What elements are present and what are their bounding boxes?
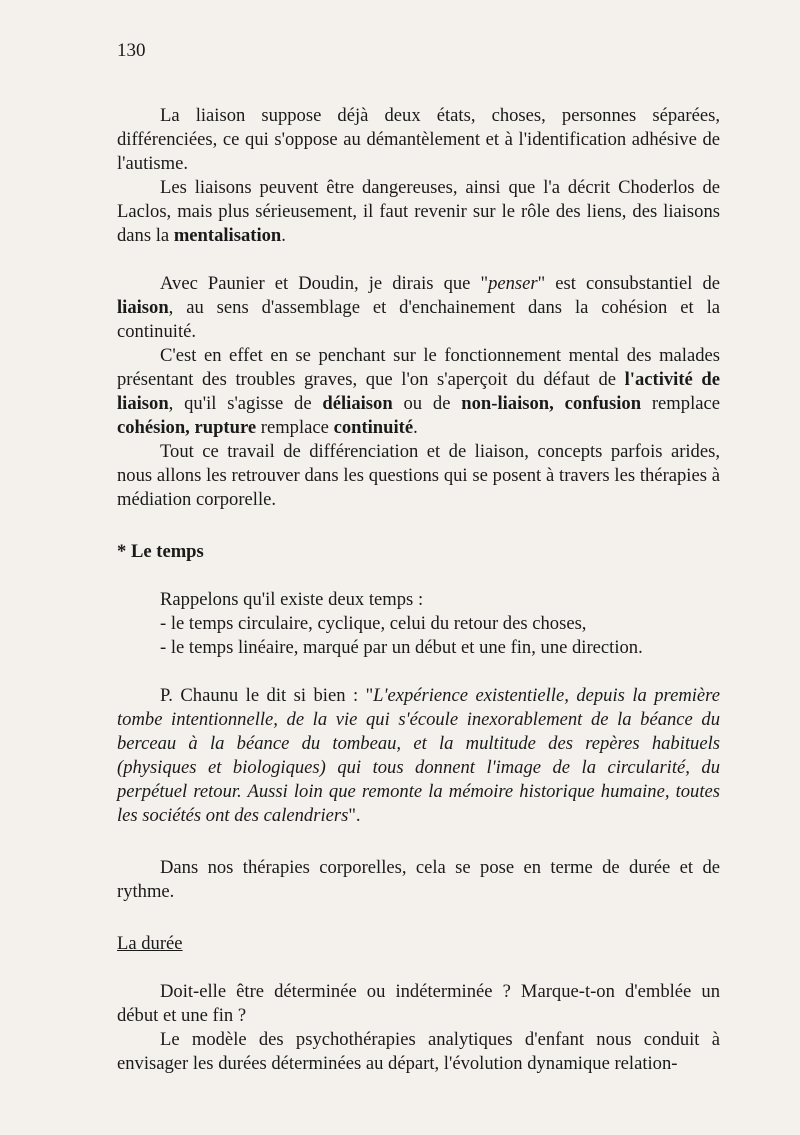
italic-quote: L'expérience existentielle, depuis la première tombe intentionnelle, de la vie qui s'écoule inexorablement de la béance du berceau à la béance du tombeau, et la multitude des repères habituels (physiques et biologiques) qui tous donnent l'image de la circularité, du perpétuel retour. Aussi loin que remonte la mémoire historique humaine, toutes les sociétés ont des calendriers bbox=[117, 685, 720, 826]
bold-term: non-liaison, confusion bbox=[461, 393, 642, 414]
text: Tout ce travail de différenciation et de liaison, concepts parfois arides, nous allons les retrouver dans les questions qui se posent à travers les thérapies à médiation corporelle. bbox=[117, 441, 720, 510]
text: ". bbox=[348, 805, 361, 826]
text: La liaison suppose déjà deux états, choses, personnes séparées, différenciées, ce qui s'oppose au démantèlement et à l'identification adhésive de l'autisme. bbox=[117, 105, 720, 174]
bold-term: cohésion, rupture bbox=[117, 417, 257, 438]
heading-text: La durée bbox=[117, 933, 183, 954]
bold-term: l'activité de liaison bbox=[117, 369, 720, 414]
paragraph-therapies: Dans nos thérapies corporelles, cela se pose en terme de durée et de rythme. bbox=[117, 857, 720, 902]
italic-term: penser bbox=[488, 273, 538, 294]
text: remplace bbox=[256, 417, 334, 438]
bold-term: continuité bbox=[333, 417, 414, 438]
bold-term: mentalisation bbox=[173, 225, 282, 246]
paragraph-question-duree: Doit-elle être déterminée ou indéterminée ? Marque-t-on d'emblée un début et une fin ? bbox=[117, 981, 720, 1026]
list-item: - le temps circulaire, cyclique, celui du retour des choses, bbox=[160, 613, 587, 634]
section-heading-duree bbox=[117, 932, 720, 956]
bold-term: liaison bbox=[117, 297, 169, 318]
text: ou de bbox=[392, 393, 462, 414]
text: , qu'il s'agisse de bbox=[168, 393, 323, 414]
paragraph-chaunu-quote bbox=[117, 684, 720, 828]
text: Les liaisons peuvent être dangereuses, ainsi que l'a décrit Choderlos de Laclos, mais plus sérieusement, il faut revenir sur le rôle des liens, des liaisons dans la bbox=[117, 177, 720, 246]
paragraph-penser bbox=[117, 272, 720, 344]
text: , au sens d'assemblage et d'enchainement dans la cohésion et la continuité. bbox=[117, 297, 720, 342]
text: " est consubstantiel de bbox=[537, 273, 721, 294]
paragraph-liaisons-dangereuses bbox=[117, 176, 720, 248]
paragraph-liaison bbox=[117, 104, 720, 176]
paragraph-fonctionnement bbox=[117, 344, 720, 440]
text: . bbox=[281, 225, 286, 246]
paragraph-modele: Le modèle des psychothérapies analytiques d'enfant nous conduit à envisager les durées déterminées au départ, l'évolution dynamique relation- bbox=[117, 1029, 720, 1074]
paragraph-differenciation bbox=[117, 440, 720, 512]
page-body bbox=[117, 104, 720, 1076]
list-item: - le temps linéaire, marqué par un début et une fin, une direction. bbox=[160, 637, 643, 658]
paragraph-rappelons: Rappelons qu'il existe deux temps : bbox=[160, 589, 424, 610]
bold-term: déliaison bbox=[322, 393, 393, 414]
page-number: 130 bbox=[117, 40, 146, 61]
text: . bbox=[413, 417, 418, 438]
text: C'est en effet en se penchant sur le fonctionnement mental des malades présentant des troubles graves, que l'on s'aperçoit du défaut de bbox=[117, 345, 720, 390]
section-heading-temps: * Le temps bbox=[117, 541, 204, 562]
text: Avec Paunier et Doudin, je dirais que " bbox=[160, 273, 489, 294]
text: P. Chaunu le dit si bien : " bbox=[160, 685, 374, 706]
text: remplace bbox=[641, 393, 720, 414]
